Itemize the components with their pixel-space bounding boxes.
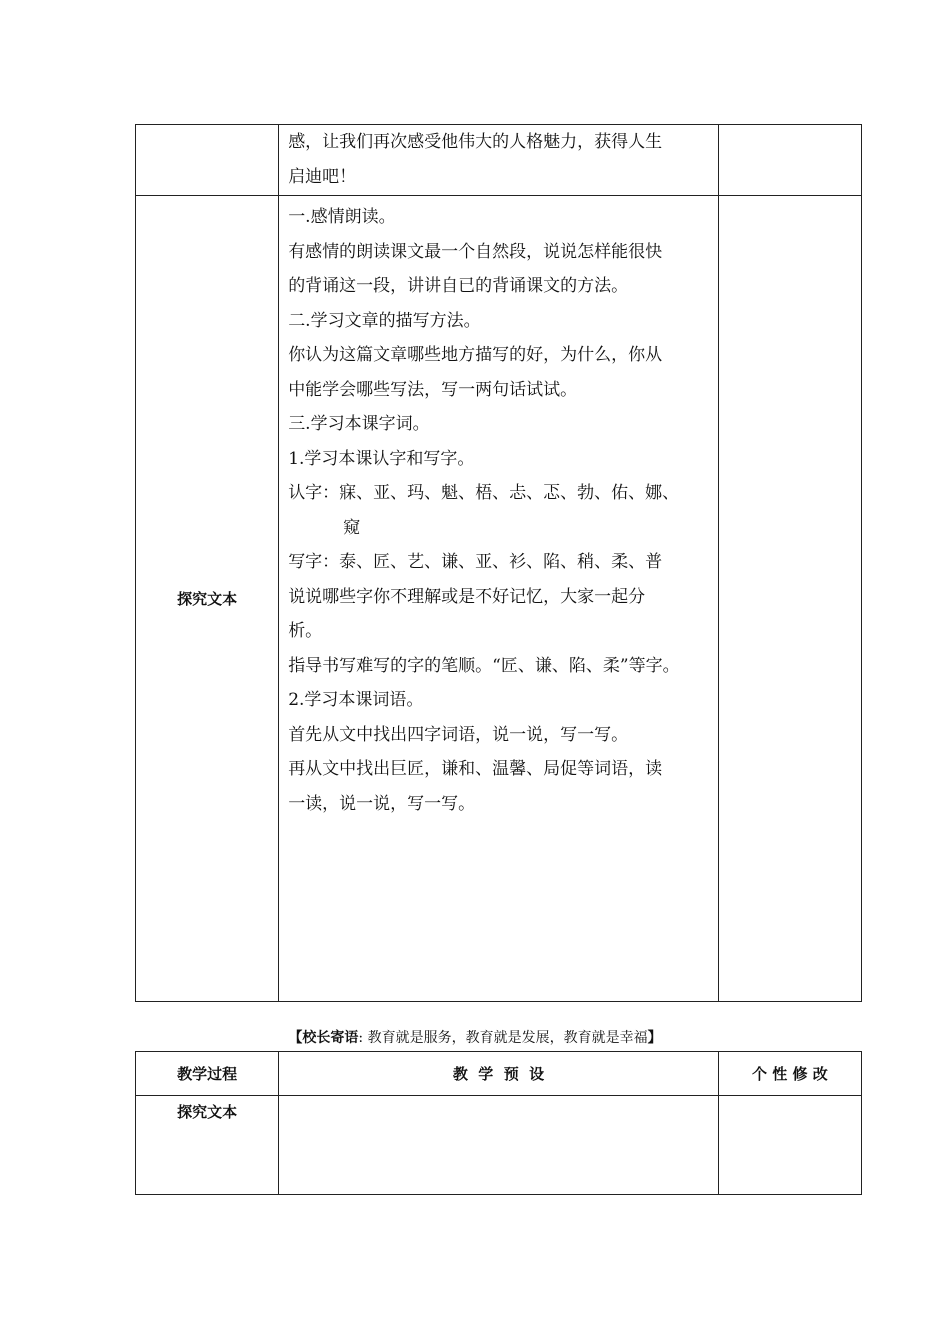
lesson-table-bottom <box>135 1051 862 1195</box>
section-heading: 一.感情朗读。 <box>288 207 396 227</box>
motto-open: 【 <box>288 1030 303 1046</box>
motto-title: 校长寄语 <box>302 1030 359 1046</box>
text-line: 一读，说一说，写一写。 <box>288 793 476 814</box>
text-line: 指导书写难写的字的笔顺。“匠、谦、陷、柔”等字。 <box>288 655 680 676</box>
text-line: 认字：寐、亚、玛、魁、梧、忐、忑、勃、佑、娜、 <box>288 483 680 503</box>
header-process: 教学过程 <box>136 1052 279 1096</box>
text-line: 窥 <box>343 517 361 538</box>
content-cell <box>279 196 719 1002</box>
text-line: 中能学会哪些写法，写一两句话试试。 <box>288 379 578 400</box>
text-line: 感，让我们再次感受他伟大的人格魅力，获得人生 <box>288 132 663 152</box>
process-label: 探究文本 <box>136 1096 279 1195</box>
text-line: 的背诵这一段，讲讲自已的背诵课文的方法。 <box>288 276 629 296</box>
motto-close: 】 <box>647 1030 662 1046</box>
revision-cell <box>718 1096 861 1195</box>
text-line: 说说哪些字你不理解或是不好记忆，大家一起分 <box>288 586 646 607</box>
section-heading: 二.学习文章的描写方法。 <box>288 310 481 331</box>
revision-cell <box>718 125 861 196</box>
content-cell <box>279 1096 719 1195</box>
text-line: 1.学习本课认字和写字。 <box>288 448 475 469</box>
content-cell <box>279 125 719 196</box>
table-header-row <box>136 1052 862 1096</box>
table-row <box>136 125 862 196</box>
text-line: 2.学习本课词语。 <box>288 690 424 710</box>
revision-cell <box>718 196 861 1002</box>
text-line: 启迪吧！ <box>288 166 357 187</box>
text-line: 析。 <box>288 621 323 641</box>
header-revision: 个 性 修 改 <box>718 1052 861 1096</box>
header-plan: 教 学 预 设 <box>279 1052 719 1096</box>
text-line: 首先从文中找出四字词语，说一说，写一写。 <box>288 724 629 745</box>
section-heading: 三.学习本课字词。 <box>288 414 430 434</box>
text-line: 你认为这篇文章哪些地方描写的好，为什么，你从 <box>288 345 663 365</box>
process-label: 探究文本 <box>136 196 279 1002</box>
table-row <box>136 196 862 1002</box>
text-line: 有感情的朗读课文最一个自然段，说说怎样能很快 <box>288 241 663 262</box>
text-line: 再从文中找出巨匠，谦和、温馨、局促等词语，读 <box>288 759 663 779</box>
principal-motto <box>0 1029 950 1047</box>
lesson-table-top <box>135 124 862 1002</box>
process-cell <box>136 125 279 196</box>
text-line: 写字：泰、匠、艺、谦、亚、衫、陷、稍、柔、普 <box>288 552 663 572</box>
table-row <box>136 1096 862 1195</box>
motto-text: : 教育就是服务，教育就是发展，教育就是幸福 <box>358 1030 648 1046</box>
